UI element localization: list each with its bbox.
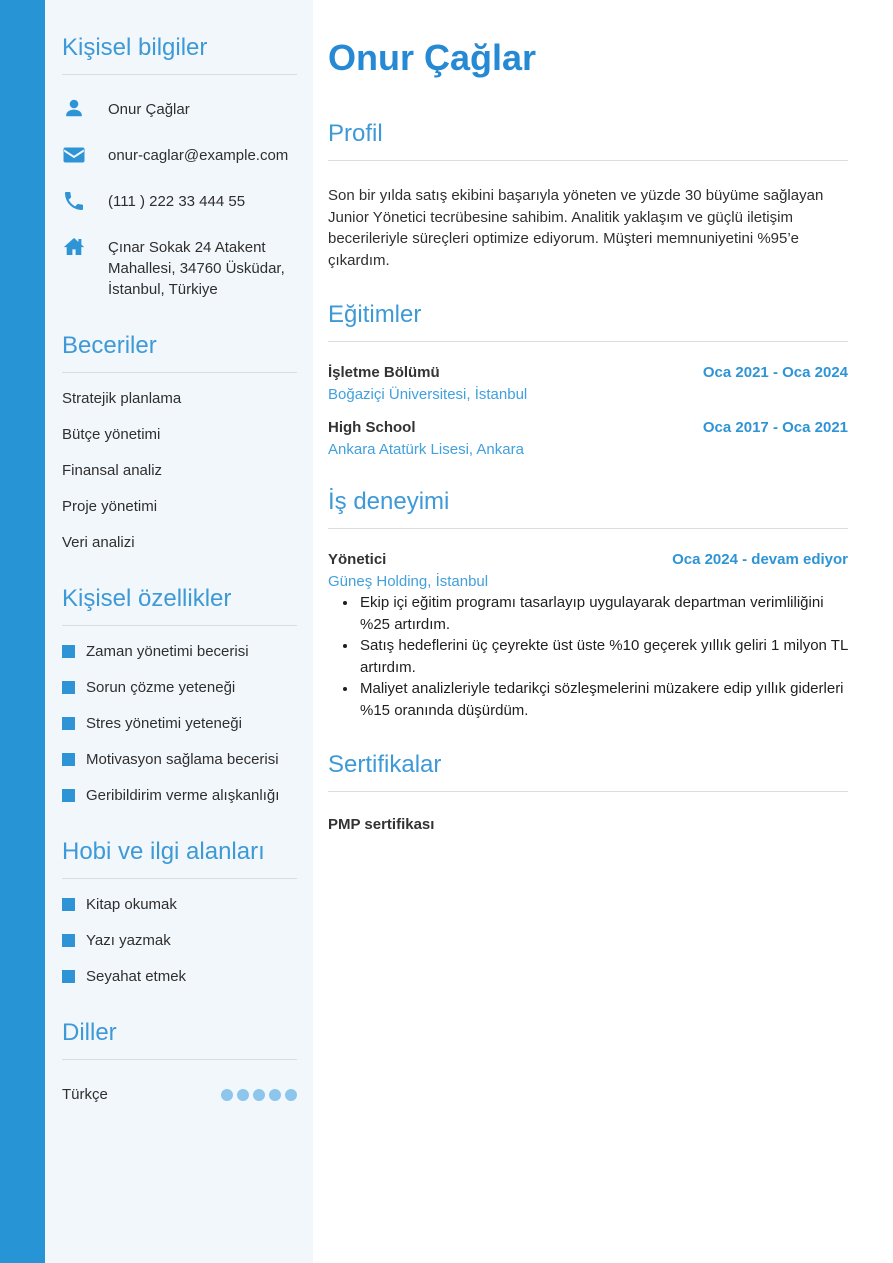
quality-item-label: Motivasyon sağlama becerisi xyxy=(86,751,279,768)
profile-text: Son bir yılda satış ekibini başarıyla yöneten ve yüzde 30 büyüme sağlayan Junior Yönetici tecrübesine sahibim. Analitik yaklaşım ve güçlü iletişim becerileriyle süreçleri optimize ediyorum. Müşteri memnuniyetini %95’e çıkardım. xyxy=(328,187,824,269)
quality-item-label: Geribildirim verme alışkanlığı xyxy=(86,787,280,804)
skill-item-label: Finansal analiz xyxy=(62,462,163,479)
sidebar-section-personal-info xyxy=(62,34,297,300)
skill-item-label: Proje yönetimi xyxy=(62,498,158,515)
skill-item-label: Veri analizi xyxy=(62,534,135,551)
entry-bullet: • Satış hedeflerini üç çeyrekte üst üste %10 geçerek yıllık geliri 1 milyon TL artırdım. xyxy=(358,635,848,678)
sidebar-section-hobbies xyxy=(62,838,297,987)
entry-bullet: • Ekip içi eğitim programı tasarlayıp uygulayarak departman verimliliğini %25 artırdım. xyxy=(358,592,848,635)
sidebar xyxy=(45,0,313,1263)
contact-item xyxy=(62,97,297,121)
skills-heading: Beceriler xyxy=(62,332,297,373)
qualities-list xyxy=(62,641,297,806)
square-bullet-icon xyxy=(62,970,75,983)
entry-title: İşletme Bölümü xyxy=(328,364,440,381)
page-title: Onur Çağlar xyxy=(328,37,537,78)
square-bullet-icon xyxy=(62,645,75,658)
hobby-item xyxy=(62,930,297,951)
quality-item xyxy=(62,749,297,770)
contact-item xyxy=(62,235,297,300)
entry-dates: Oca 2021 - Oca 2024 xyxy=(702,364,848,381)
entry-dates: Oca 2017 - Oca 2021 xyxy=(702,419,848,436)
education-entry xyxy=(328,419,848,458)
square-bullet-icon xyxy=(62,934,75,947)
entry-subtitle: Güneş Holding, İstanbul xyxy=(328,573,489,590)
hobby-item-label: Kitap okumak xyxy=(86,896,177,913)
section-experience xyxy=(328,488,848,721)
education-entry xyxy=(328,364,848,403)
entry-subtitle: Ankara Atatürk Lisesi, Ankara xyxy=(328,441,524,458)
level-dot-icon xyxy=(221,1089,233,1101)
hobby-item-label: Yazı yazmak xyxy=(86,932,171,949)
certificates-heading: Sertifikalar xyxy=(328,751,848,792)
quality-item-label: Sorun çözme yeteneği xyxy=(86,679,236,696)
entry-header xyxy=(328,551,848,568)
square-bullet-icon xyxy=(62,789,75,802)
entry-title: Yönetici xyxy=(328,551,387,568)
entry-header xyxy=(328,364,848,381)
quality-item-label: Zaman yönetimi becerisi xyxy=(86,643,249,660)
profile-heading: Profil xyxy=(328,120,848,161)
quality-item xyxy=(62,713,297,734)
accent-bar xyxy=(0,0,45,1263)
contact-list xyxy=(62,97,297,300)
language-level-dots xyxy=(221,1089,297,1101)
entry-subtitle: Boğaziçi Üniversitesi, İstanbul xyxy=(328,386,528,403)
education-heading: Eğitimler xyxy=(328,301,848,342)
main-content xyxy=(313,0,893,1263)
quality-item xyxy=(62,785,297,806)
skills-list xyxy=(62,388,297,553)
contact-text: onur-caglar@example.com xyxy=(108,147,289,164)
hobby-item xyxy=(62,966,297,987)
languages-heading: Diller xyxy=(62,1019,297,1060)
sidebar-section-qualities xyxy=(62,585,297,806)
sidebar-section-languages xyxy=(62,1019,297,1103)
contact-item xyxy=(62,143,297,167)
section-education xyxy=(328,301,848,458)
experience-entries xyxy=(328,551,848,721)
skill-item xyxy=(62,496,297,517)
section-profile xyxy=(328,120,848,271)
hobby-item xyxy=(62,894,297,915)
education-entries xyxy=(328,364,848,458)
skill-item-label: Stratejik planlama xyxy=(62,390,182,407)
level-dot-icon xyxy=(253,1089,265,1101)
hobbies-heading: Hobi ve ilgi alanları xyxy=(62,838,297,879)
mail-icon xyxy=(62,143,86,167)
entry-bullet: • Maliyet analizleriyle tedarikçi sözleşmelerini müzakere edip yıllık giderleri %15 oranında düşürdüm. xyxy=(358,678,848,721)
sidebar-section-skills xyxy=(62,332,297,553)
square-bullet-icon xyxy=(62,717,75,730)
quality-item-label: Stres yönetimi yeteneği xyxy=(86,715,242,732)
level-dot-icon xyxy=(269,1089,281,1101)
skill-item xyxy=(62,532,297,553)
entry-title: High School xyxy=(328,419,416,436)
square-bullet-icon xyxy=(62,898,75,911)
hobby-item-label: Seyahat etmek xyxy=(86,968,187,985)
experience-heading: İş deneyimi xyxy=(328,488,848,529)
home-icon xyxy=(62,235,86,259)
personal-info-heading: Kişisel bilgiler xyxy=(62,34,297,75)
square-bullet-icon xyxy=(62,753,75,766)
contact-item xyxy=(62,189,297,213)
quality-item xyxy=(62,677,297,698)
user-icon xyxy=(62,97,86,121)
language-item xyxy=(62,1086,297,1103)
skill-item xyxy=(62,388,297,409)
level-dot-icon xyxy=(285,1089,297,1101)
experience-entry xyxy=(328,551,848,721)
contact-text: Çınar Sokak 24 Atakent Mahallesi, 34760 Üsküdar, İstanbul, Türkiye xyxy=(108,239,285,298)
skill-item-label: Bütçe yönetimi xyxy=(62,426,161,443)
hobbies-list xyxy=(62,894,297,987)
qualities-heading: Kişisel özellikler xyxy=(62,585,297,626)
contact-text: Onur Çağlar xyxy=(108,101,190,118)
skill-item xyxy=(62,424,297,445)
quality-item xyxy=(62,641,297,662)
entry-dates: Oca 2024 - devam ediyor xyxy=(672,551,848,568)
section-certificates xyxy=(328,751,848,833)
language-name: Türkçe xyxy=(62,1086,108,1103)
certificate-list xyxy=(328,816,848,833)
square-bullet-icon xyxy=(62,681,75,694)
skill-item xyxy=(62,460,297,481)
phone-icon xyxy=(62,189,86,213)
languages-list xyxy=(62,1086,297,1103)
entry-bullet-list xyxy=(328,592,848,721)
entry-header xyxy=(328,419,848,436)
contact-text: (111 ) 222 33 444 55 xyxy=(108,193,246,210)
level-dot-icon xyxy=(237,1089,249,1101)
certificate-item: PMP sertifikası xyxy=(328,816,435,833)
